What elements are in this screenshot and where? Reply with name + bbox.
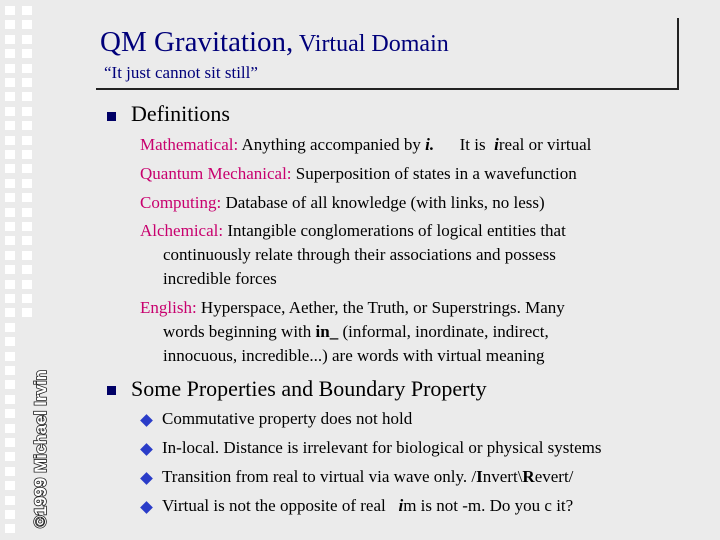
strip-square: [22, 121, 32, 130]
definition-alchemical: [140, 219, 700, 291]
section-bullet-icon: [107, 386, 116, 395]
strip-square: [5, 496, 15, 505]
strip-square: [22, 136, 32, 145]
strip-square: [5, 366, 15, 375]
definition-text: in_: [315, 322, 339, 341]
definition-text: i.: [425, 135, 435, 154]
strip-square: [22, 78, 32, 87]
strip-square: [5, 136, 15, 145]
strip-square: [5, 164, 15, 173]
property-item: [162, 496, 573, 516]
strip-square: [5, 452, 15, 461]
title-main: QM Gravitation,: [100, 26, 294, 58]
definition-text: innocuous, incredible...) are words with virtual meaning: [163, 346, 545, 365]
strip-square: [5, 150, 15, 159]
strip-square: [22, 251, 32, 260]
strip-square: [22, 64, 32, 73]
strip-square: [22, 208, 32, 217]
strip-square: [22, 179, 32, 188]
section-title-properties: Some Properties and Boundary Property: [131, 376, 487, 401]
definition-term: Computing:: [140, 193, 222, 212]
definition-text: Anything accompanied by: [238, 135, 426, 154]
strip-square: [22, 265, 32, 274]
svg-text:©1999 Michael Irvin: ©1999 Michael Irvin: [31, 369, 50, 528]
strip-square: [5, 6, 15, 15]
definition-term: English:: [140, 298, 197, 317]
strip-square: [5, 35, 15, 44]
strip-square: [5, 20, 15, 29]
strip-square: [22, 308, 32, 317]
section-title-definitions: Definitions: [131, 101, 230, 126]
strip-square: [22, 164, 32, 173]
strip-square: [22, 294, 32, 303]
definition-text: Intangible conglomerations of logical entities that: [223, 221, 566, 240]
page-subtitle: “It just cannot sit still”: [104, 63, 258, 82]
definition-mathematical: [140, 133, 700, 157]
definition-text: real or virtual: [498, 135, 592, 154]
definition-text: (informal, inordinate, indirect,: [338, 322, 549, 341]
property-text: I: [476, 467, 483, 486]
diamond-bullet-icon: [140, 472, 153, 485]
strip-square: [5, 308, 15, 317]
strip-square: [22, 107, 32, 116]
strip-square: [5, 280, 15, 289]
strip-square: [5, 352, 15, 361]
definition-text: It is: [434, 135, 495, 154]
definition-text: Hyperspace, Aether, the Truth, or Superstrings. Many: [196, 298, 565, 317]
definition-text: i: [494, 135, 499, 154]
strip-square: [5, 481, 15, 490]
section-bullet-icon: [107, 112, 116, 121]
strip-square: [5, 337, 15, 346]
strip-square: [5, 294, 15, 303]
definition-text: incredible forces: [163, 269, 277, 288]
strip-square: [5, 265, 15, 274]
strip-square: [22, 236, 32, 245]
strip-square: [5, 78, 15, 87]
diamond-bullet-icon: [140, 443, 153, 456]
strip-square: [22, 35, 32, 44]
definition-text: Database of all knowledge (with links, no less): [221, 193, 545, 212]
strip-square: [5, 236, 15, 245]
property-text: i: [398, 496, 404, 515]
definition-text: Superposition of states in a wavefunction: [291, 164, 577, 183]
definition-text: words beginning with: [163, 322, 316, 341]
strip-square: [5, 179, 15, 188]
definition-term: Quantum Mechanical:: [140, 164, 292, 183]
strip-square: [5, 323, 15, 332]
strip-square: [5, 193, 15, 202]
strip-square: [5, 121, 15, 130]
title-sub: Virtual Domain: [293, 31, 449, 57]
strip-square: [22, 49, 32, 58]
definition-text: continuously relate through their associations and possess: [163, 245, 556, 264]
strip-square: [5, 208, 15, 217]
diamond-bullet-icon: [140, 414, 153, 427]
strip-square: [5, 222, 15, 231]
strip-square: [5, 64, 15, 73]
strip-square: [5, 380, 15, 389]
strip-square: [22, 20, 32, 29]
strip-square: [22, 6, 32, 15]
strip-square: [5, 424, 15, 433]
property-text: m is not -m. Do you c it?: [403, 496, 574, 515]
strip-square: [22, 280, 32, 289]
definition-quantum-mechanical: [140, 162, 700, 186]
strip-square: [22, 222, 32, 231]
property-item: Commutative property does not hold: [162, 409, 413, 428]
property-item: [162, 467, 573, 487]
strip-square: [5, 524, 15, 533]
definition-english: [140, 296, 700, 368]
strip-square: [5, 510, 15, 519]
strip-square: [5, 438, 15, 447]
property-text: Transition from real to virtual via wave only. /: [162, 467, 477, 486]
property-text: evert/: [534, 467, 574, 486]
property-text: nvert\: [482, 467, 523, 486]
strip-square: [5, 107, 15, 116]
strip-square: [5, 49, 15, 58]
strip-square: [22, 150, 32, 159]
diamond-bullet-icon: [140, 501, 153, 514]
vertical-credit: [28, 330, 52, 528]
strip-square: [5, 251, 15, 260]
strip-square: [5, 395, 15, 404]
definition-term: Mathematical:: [140, 135, 239, 154]
property-item: In-local. Distance is irrelevant for biological or physical systems: [162, 438, 602, 457]
definition-term: Alchemical:: [140, 221, 224, 240]
strip-square: [22, 92, 32, 101]
strip-square: [5, 467, 15, 476]
property-text: R: [522, 467, 535, 486]
strip-square: [5, 409, 15, 418]
property-text: Virtual is not the opposite of real: [162, 496, 399, 515]
definition-computing: [140, 191, 700, 215]
page-title: [100, 26, 449, 59]
strip-square: [5, 92, 15, 101]
strip-square: [22, 193, 32, 202]
